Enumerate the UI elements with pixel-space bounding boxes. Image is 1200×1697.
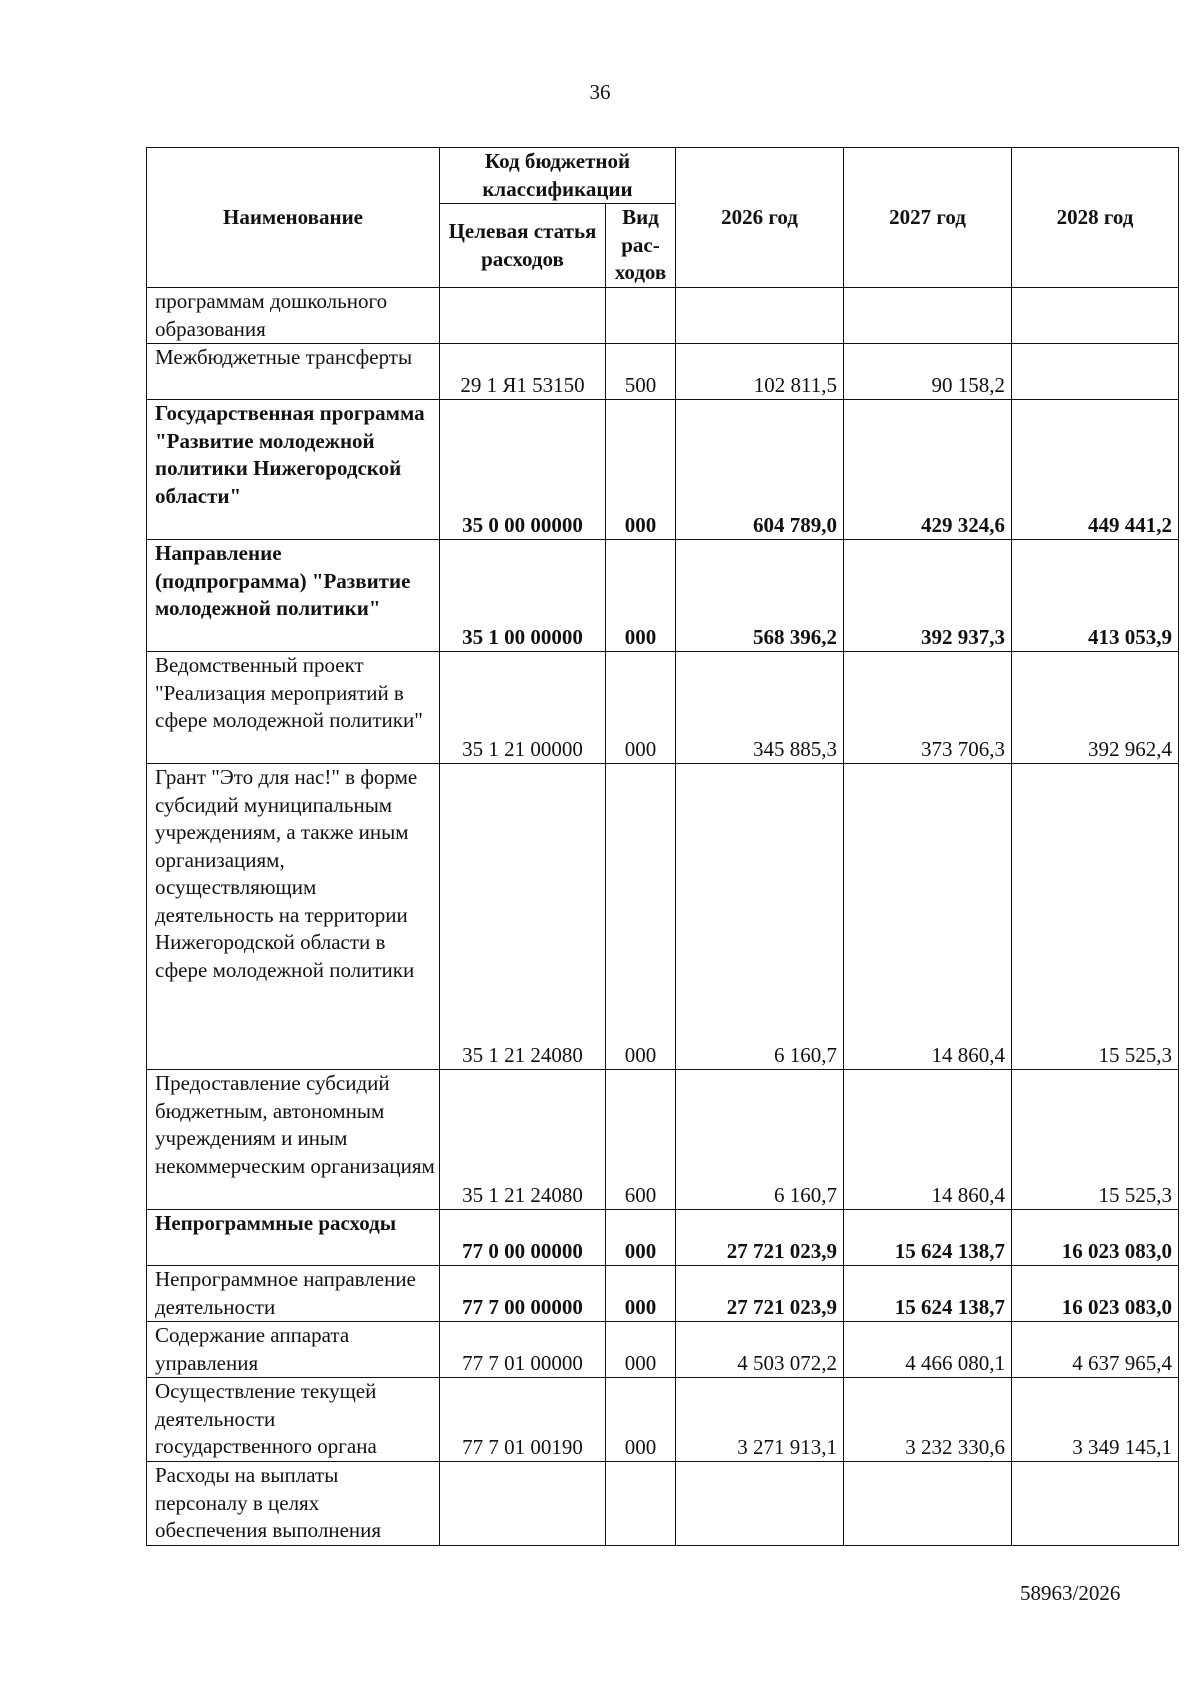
row-value-2028: 15 525,3: [1012, 1070, 1179, 1210]
row-value-2027: 3 232 330,6: [844, 1378, 1012, 1462]
row-value-2027: 429 324,6: [844, 400, 1012, 540]
row-name: Государственная программа "Развитие молодежной политики Нижегородской области": [147, 400, 440, 540]
table-row: [147, 764, 1179, 1070]
row-value-2027: 14 860,4: [844, 1070, 1012, 1210]
row-value-2026: 6 160,7: [676, 1070, 844, 1210]
table-row: [147, 652, 1179, 764]
table-row: [147, 1070, 1179, 1210]
row-value-2028: [1012, 344, 1179, 400]
table-row: [147, 1322, 1179, 1378]
row-target-article: 35 1 00 00000: [440, 540, 606, 652]
row-name: программам дошкольного образования: [147, 288, 440, 344]
row-value-2027: 90 158,2: [844, 344, 1012, 400]
row-value-2026: 6 160,7: [676, 764, 844, 1070]
row-name: Предоставление субсидий бюджетным, автономным учреждениям и иным некоммерческим организациям: [147, 1070, 440, 1210]
row-value-2026: [676, 288, 844, 344]
document-number: 58963/2026: [1020, 1581, 1121, 1605]
row-name: Межбюджетные трансферты: [147, 344, 440, 400]
row-name: Расходы на выплаты персоналу в целях обеспечения выполнения: [147, 1462, 440, 1546]
row-target-article: [440, 288, 606, 344]
row-value-2027: 4 466 080,1: [844, 1322, 1012, 1378]
row-value-2026: 3 271 913,1: [676, 1378, 844, 1462]
row-value-2027: 15 624 138,7: [844, 1210, 1012, 1266]
row-name: Направление (подпрограмма) "Развитие молодежной политики": [147, 540, 440, 652]
table-row: [147, 1266, 1179, 1322]
row-name: Ведомственный проект "Реализация мероприятий в сфере молодежной политики": [147, 652, 440, 764]
table-row: [147, 1210, 1179, 1266]
page-number: 36: [589, 80, 611, 104]
table-row: [147, 400, 1179, 540]
header-year-2028: 2028 год: [1012, 148, 1179, 288]
table-row: [147, 1378, 1179, 1462]
row-expense-type: [606, 1462, 676, 1546]
row-value-2026: 4 503 072,2: [676, 1322, 844, 1378]
row-value-2028: [1012, 288, 1179, 344]
row-value-2026: 604 789,0: [676, 400, 844, 540]
budget-table: [146, 147, 1179, 1546]
row-name: Содержание аппарата управления: [147, 1322, 440, 1378]
row-expense-type: 000: [606, 1266, 676, 1322]
row-target-article: 29 1 Я1 53150: [440, 344, 606, 400]
row-target-article: 77 7 01 00000: [440, 1322, 606, 1378]
row-expense-type: 500: [606, 344, 676, 400]
row-expense-type: 600: [606, 1070, 676, 1210]
row-value-2028: 3 349 145,1: [1012, 1378, 1179, 1462]
row-value-2026: 27 721 023,9: [676, 1266, 844, 1322]
header-expense-type: Вид рас-ходов: [606, 204, 676, 288]
row-value-2027: 392 937,3: [844, 540, 1012, 652]
row-target-article: 35 1 21 00000: [440, 652, 606, 764]
row-target-article: 35 1 21 24080: [440, 1070, 606, 1210]
row-value-2027: 15 624 138,7: [844, 1266, 1012, 1322]
row-expense-type: 000: [606, 652, 676, 764]
row-expense-type: 000: [606, 1210, 676, 1266]
row-name: Осуществление текущей деятельности государственного органа: [147, 1378, 440, 1462]
table-header: [147, 148, 1179, 288]
row-target-article: 77 0 00 00000: [440, 1210, 606, 1266]
row-value-2028: 16 023 083,0: [1012, 1210, 1179, 1266]
row-value-2027: 373 706,3: [844, 652, 1012, 764]
row-target-article: 35 0 00 00000: [440, 400, 606, 540]
row-expense-type: 000: [606, 400, 676, 540]
row-value-2028: 15 525,3: [1012, 764, 1179, 1070]
header-year-2027: 2027 год: [844, 148, 1012, 288]
row-value-2028: 16 023 083,0: [1012, 1266, 1179, 1322]
row-value-2026: 27 721 023,9: [676, 1210, 844, 1266]
row-expense-type: 000: [606, 1322, 676, 1378]
row-expense-type: 000: [606, 764, 676, 1070]
row-name: Грант "Это для нас!" в форме субсидий муниципальным учреждениям, а также иным организациям, осуществляющим деятельность на территории Нижегородской области в сфере молодежной политики: [147, 764, 440, 1070]
header-name: Наименование: [147, 148, 440, 288]
row-target-article: 77 7 00 00000: [440, 1266, 606, 1322]
row-name: Непрограммное направление деятельности: [147, 1266, 440, 1322]
row-value-2027: 14 860,4: [844, 764, 1012, 1070]
row-target-article: 77 7 01 00190: [440, 1378, 606, 1462]
header-year-2026: 2026 год: [676, 148, 844, 288]
row-expense-type: 000: [606, 1378, 676, 1462]
row-value-2026: 102 811,5: [676, 344, 844, 400]
header-code-group: Код бюджетной классификации: [440, 148, 676, 204]
table-row: [147, 344, 1179, 400]
table-row: [147, 288, 1179, 344]
row-value-2028: 4 637 965,4: [1012, 1322, 1179, 1378]
table-body: [147, 288, 1179, 1546]
row-value-2028: 449 441,2: [1012, 400, 1179, 540]
row-expense-type: [606, 288, 676, 344]
row-expense-type: 000: [606, 540, 676, 652]
row-name: Непрограммные расходы: [147, 1210, 440, 1266]
header-target-article: Целевая статья расходов: [440, 204, 606, 288]
row-value-2028: 413 053,9: [1012, 540, 1179, 652]
row-value-2026: 345 885,3: [676, 652, 844, 764]
row-value-2026: [676, 1462, 844, 1546]
row-value-2027: [844, 1462, 1012, 1546]
table-row: [147, 1462, 1179, 1546]
row-value-2028: [1012, 1462, 1179, 1546]
row-value-2028: 392 962,4: [1012, 652, 1179, 764]
row-target-article: 35 1 21 24080: [440, 764, 606, 1070]
row-target-article: [440, 1462, 606, 1546]
row-value-2027: [844, 288, 1012, 344]
row-value-2026: 568 396,2: [676, 540, 844, 652]
table-row: [147, 540, 1179, 652]
